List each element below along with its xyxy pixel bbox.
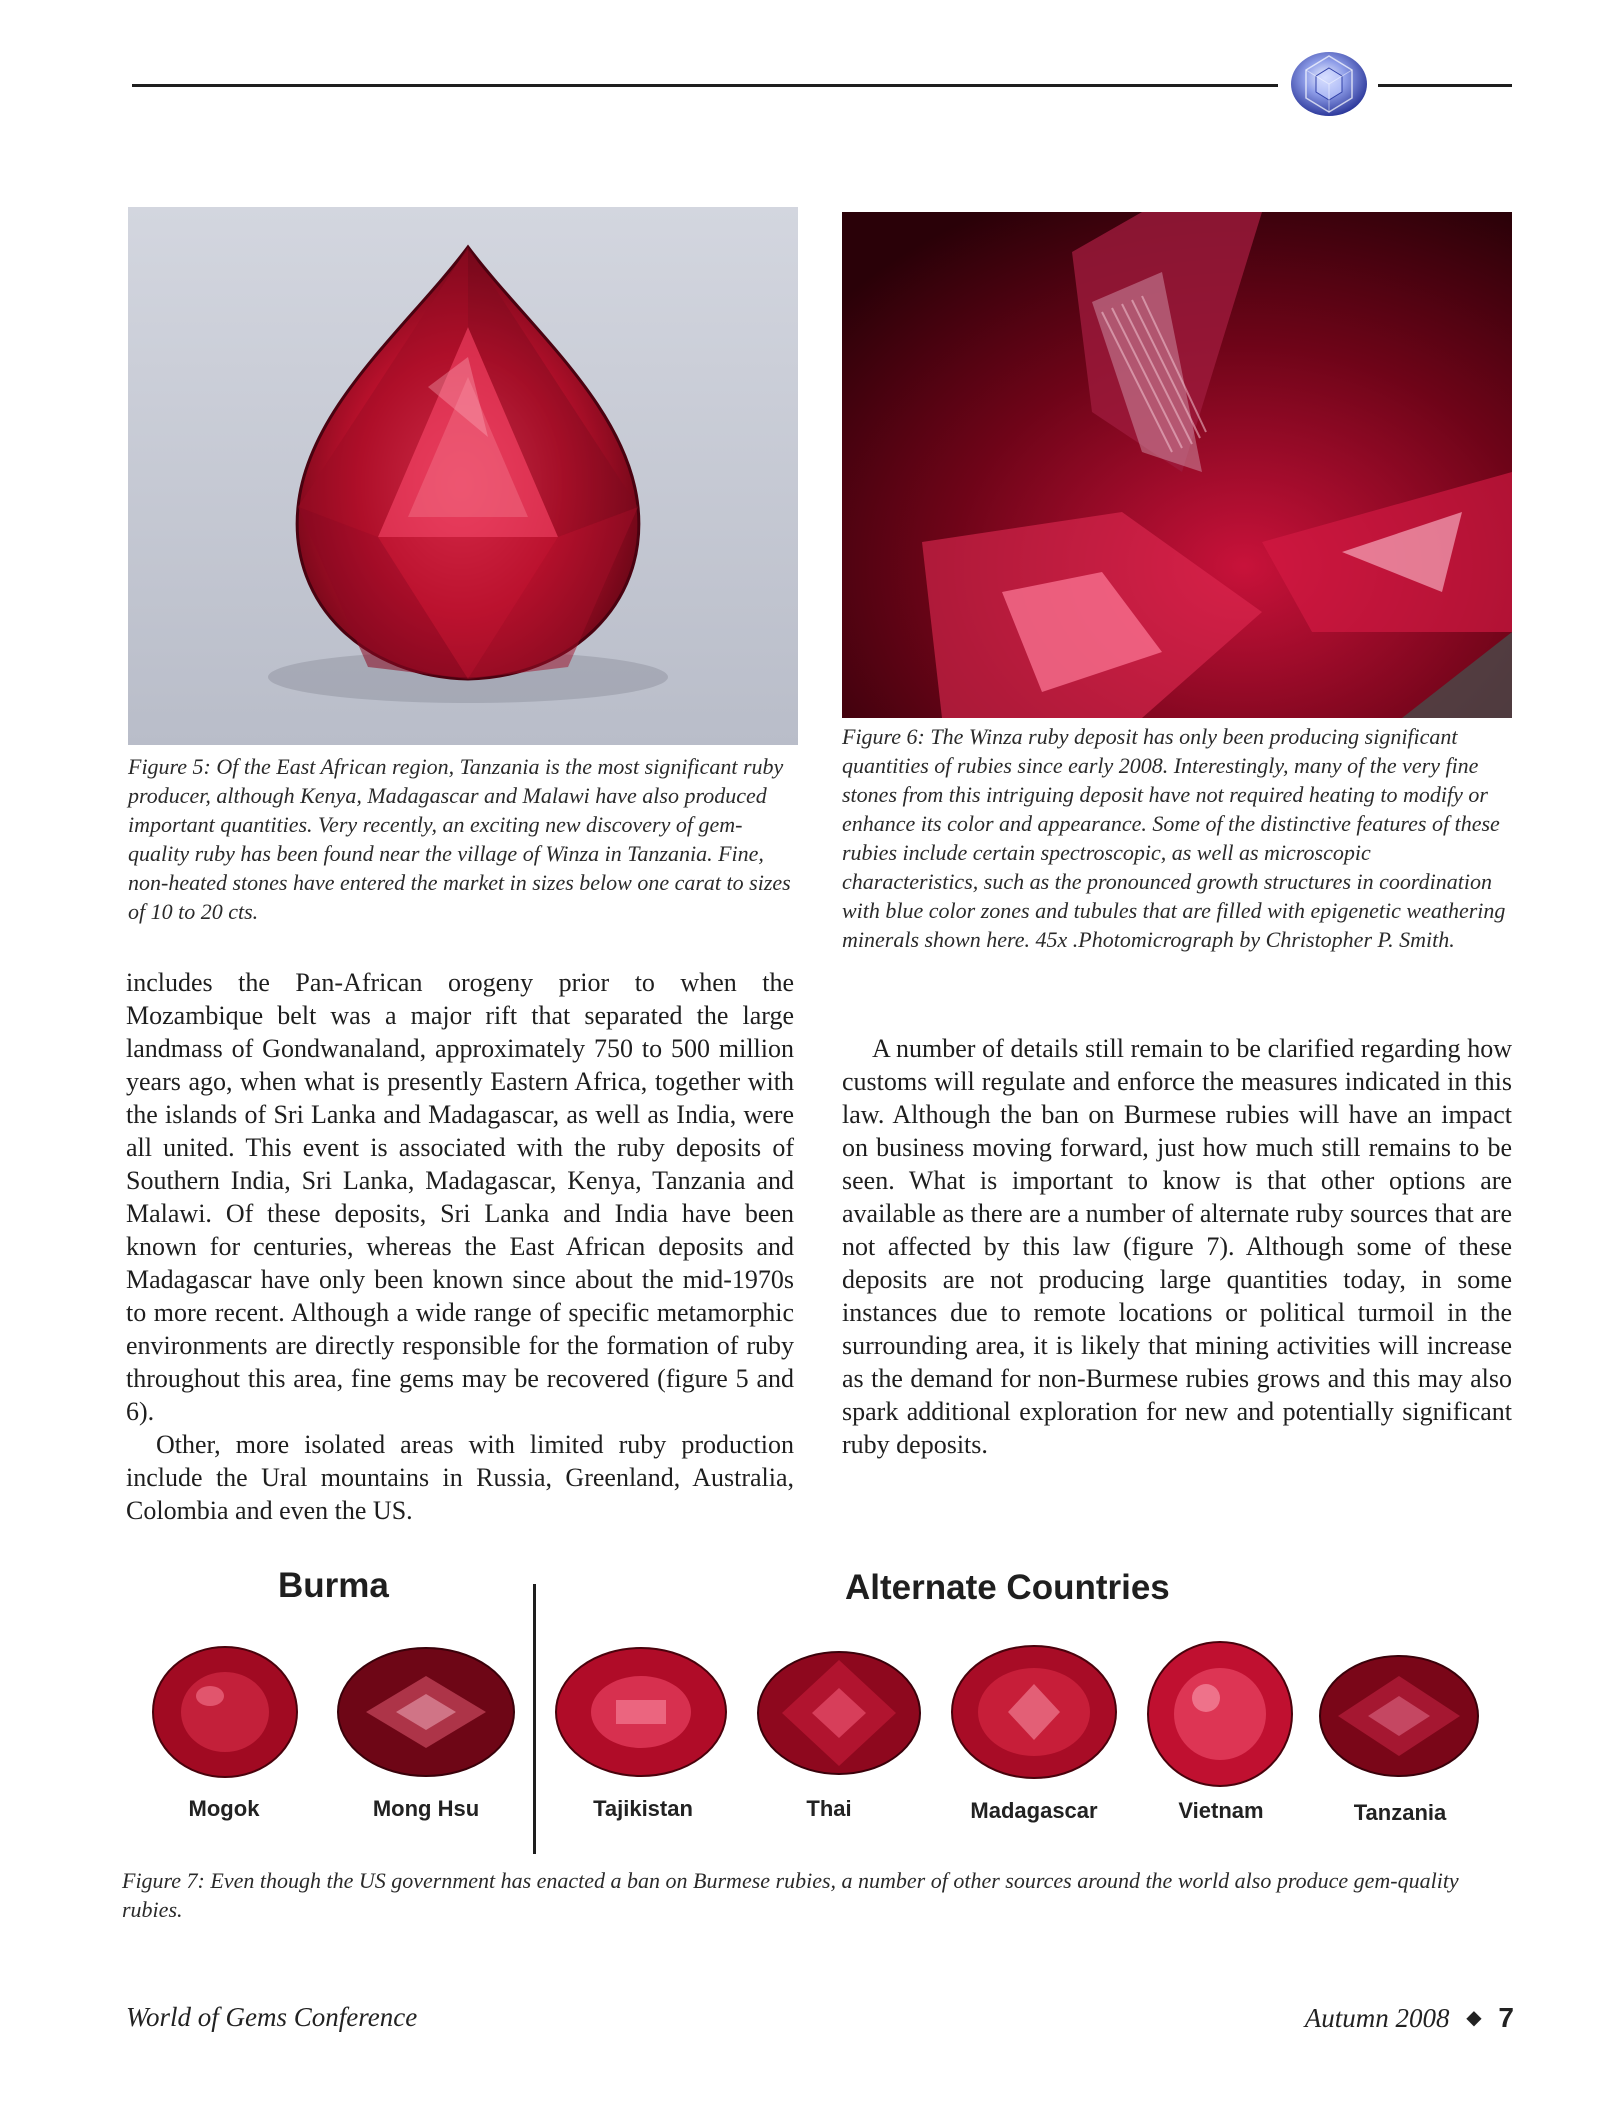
- gem-vietnam: [1146, 1640, 1294, 1788]
- gem-label-madagascar: Madagascar: [970, 1798, 1098, 1823]
- page-number: 7: [1498, 2002, 1514, 2033]
- gem-tajikistan: [554, 1646, 728, 1778]
- sapphire-ornament-icon: [1282, 48, 1376, 120]
- gem-mogok: [150, 1644, 300, 1780]
- header-rule-left: [132, 84, 1278, 87]
- gem-label-tajikistan: Tajikistan: [593, 1796, 693, 1821]
- left-paragraph-1: includes the Pan-African orogeny prior to when the Mozambique belt was a major rift that separated the large landmass of Gondwanaland, approximately 750 to 500 million years ago, when what is presently Eastern Africa, together with the islands of Sri Lanka and Madagascar, as well as India, were all united. This event is associated with the ruby deposits of Southern India, Sri Lanka, Madagascar, Kenya, Tanzania and Malawi. Of these deposits, Sri Lanka and India have been known for centuries, whereas the East African deposits and Madagascar have only been known since about the mid-1970s to more recent. Although a wide range of specific metamorphic environments are directly responsible for the formation of ruby throughout this area, fine gems may be recovered (figure 5 and 6).: [126, 968, 794, 1426]
- figure7-divider: [533, 1584, 536, 1854]
- figure6-photo: [842, 212, 1512, 718]
- burma-heading: Burma: [278, 1566, 389, 1605]
- gem-label-vietnam: Vietnam: [1178, 1798, 1264, 1823]
- gem-label-tanzania: Tanzania: [1353, 1800, 1447, 1825]
- footer-issue: [1305, 2002, 1514, 2034]
- gem-madagascar: [950, 1644, 1118, 1780]
- figure6-caption: Figure 6: The Winza ruby deposit has only been producing significant quantities of rubies since early 2008. Interestingly, many of the very fine stones from this intriguing deposit have not required heating to modify or enhance its color and appearance. Some of the distinctive features of these rubies include certain spectroscopic, as well as microscopic characteristics, such as the pronounced growth structures in coordination with blue color zones and tubules that are filled with epigenetic weathering minerals shown here. 45x .Photomicrograph by Christopher P. Smith.: [842, 724, 1506, 952]
- gem-mong-hsu: [336, 1646, 516, 1778]
- gem-thai: [756, 1650, 922, 1776]
- gem-label-mong-hsu: Mong Hsu: [372, 1796, 480, 1821]
- gem-tanzania: [1318, 1654, 1480, 1778]
- figure7-caption: Figure 7: Even though the US government has enacted a ban on Burmese rubies, a number of other sources around the world also produce gem-quality rubies.: [122, 1868, 1459, 1922]
- gem-label-thai: Thai: [806, 1796, 852, 1821]
- gem-label-mogok: Mogok: [188, 1796, 260, 1821]
- right-column-text: [842, 1032, 1512, 1461]
- right-paragraph-1: A number of details still remain to be clarified regarding how customs will regulate and enforce the measures indicated in this law. Although the ban on Burmese rubies will have an impact on business moving forward, just how much still remains to be seen. What is important to know is that other options are available as there are a number of alternate ruby sources that are not affected by this law (figure 7). Although some of these deposits are not producing large quantities today, in some instances due to remote locations or political turmoil in the surrounding area, it is likely that mining activities will increase as the demand for non-Burmese rubies grows and this may also spark additional exploration for new and potentially significant ruby deposits.: [842, 1034, 1512, 1459]
- figure5-caption: Figure 5: Of the East African region, Tanzania is the most significant ruby producer, although Kenya, Madagascar and Malawi have also produced important quantities. Very recently, an exciting new discovery of gem-quality ruby has been found near the village of Winza in Tanzania. Fine, non-heated stones have entered the market in sizes below one carat to sizes of 10 to 20 cts.: [128, 754, 791, 924]
- left-column-text: [126, 966, 794, 1527]
- diamond-separator-icon: ◆: [1466, 2007, 1482, 2029]
- left-paragraph-2: Other, more isolated areas with limited ruby production include the Ural mountains in Russia, Greenland, Australia, Colombia and even the US.: [126, 1430, 794, 1525]
- alternate-countries-heading: Alternate Countries: [845, 1568, 1170, 1607]
- header-rule-right: [1378, 84, 1512, 87]
- footer-publication: World of Gems Conference: [126, 2002, 418, 2032]
- footer-date: Autumn 2008: [1304, 2003, 1450, 2033]
- figure5-photo: [128, 207, 798, 745]
